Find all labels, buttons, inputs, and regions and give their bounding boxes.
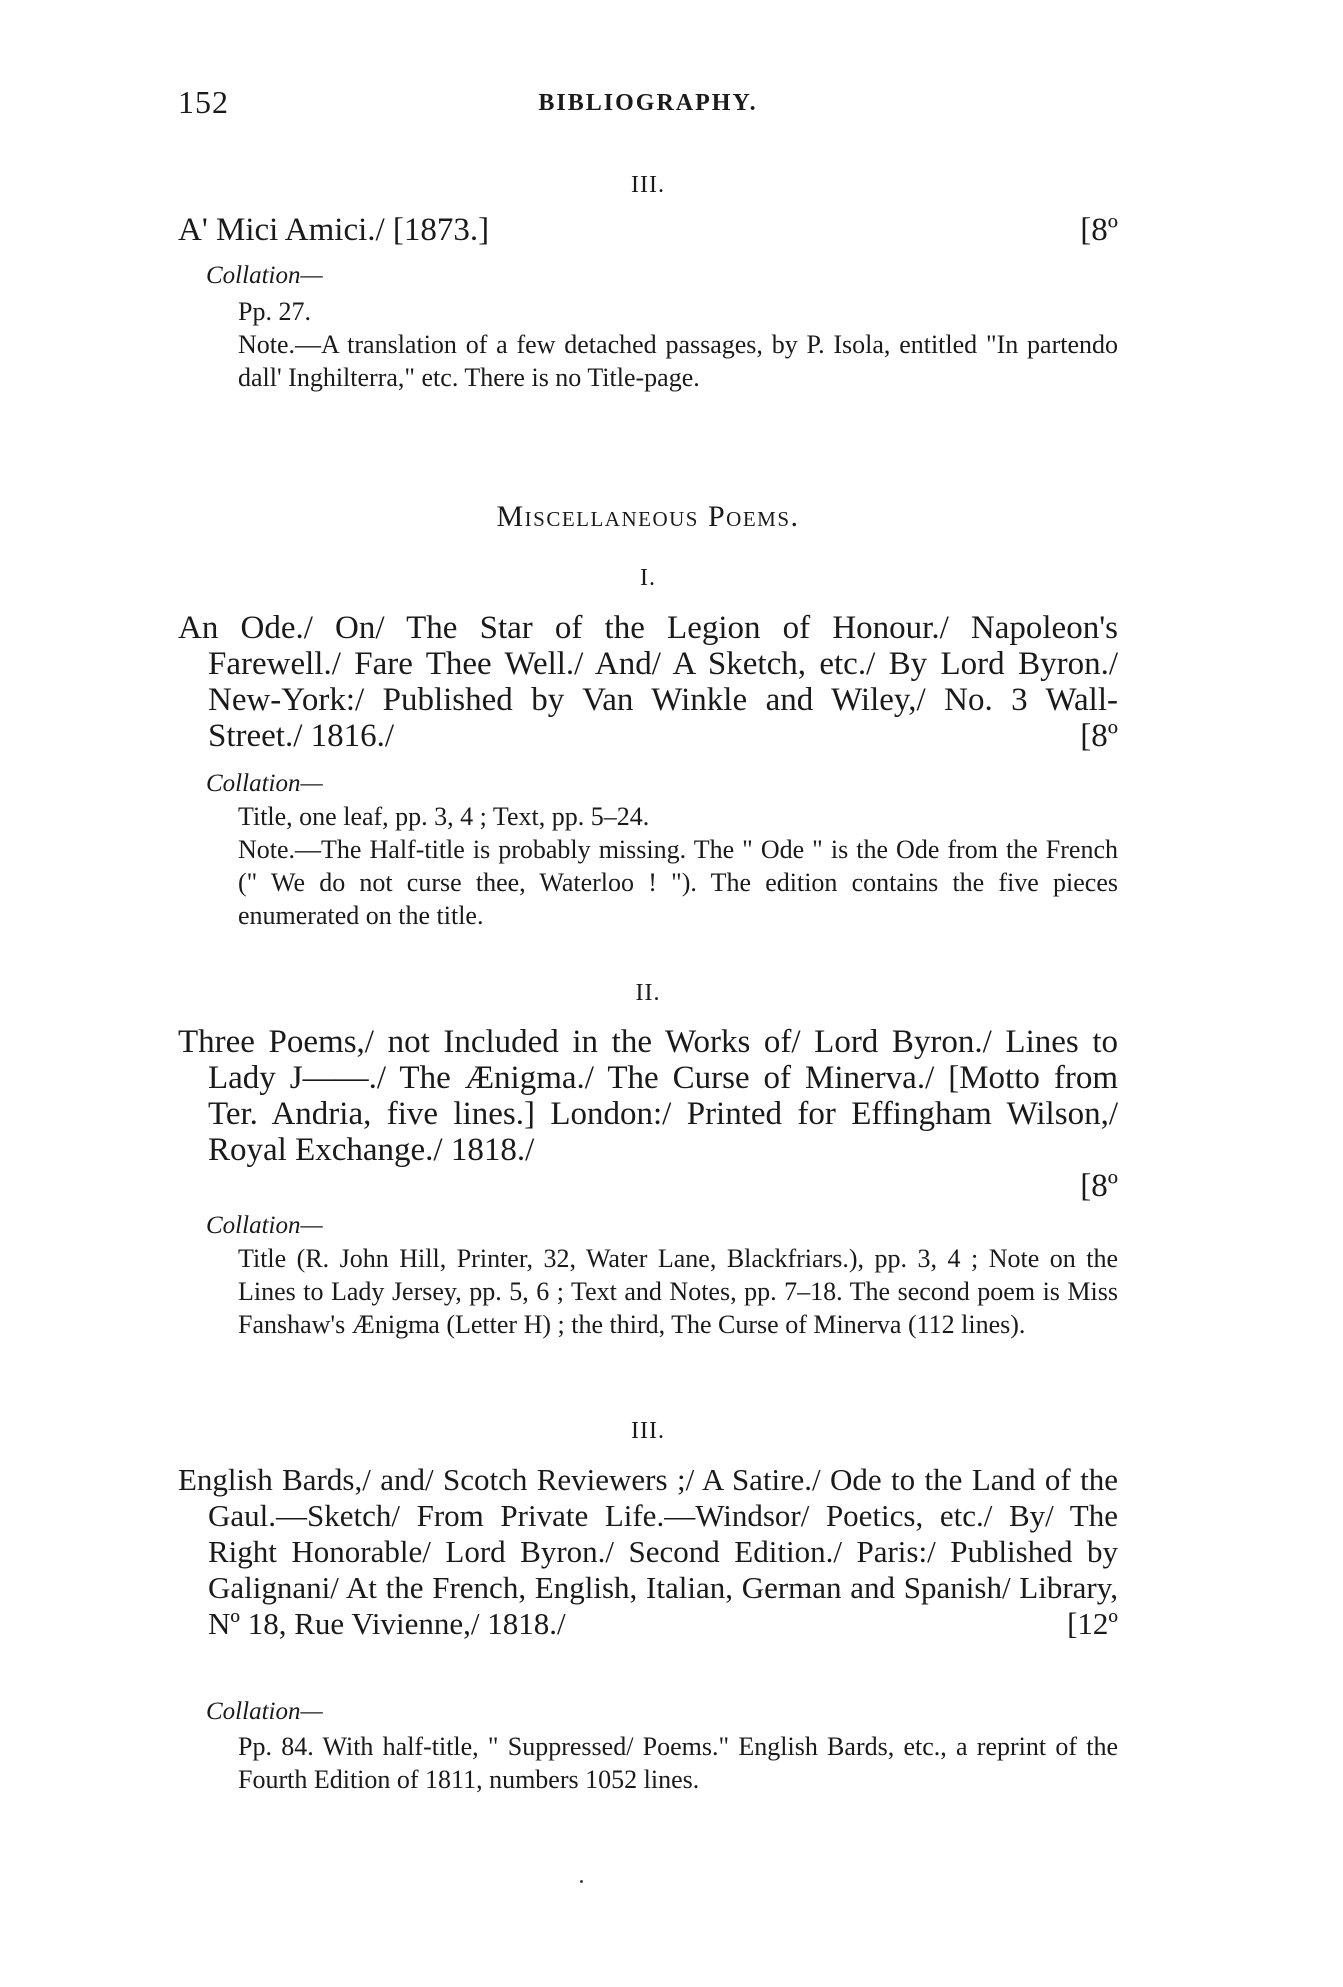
entry-title <box>178 1462 1118 1642</box>
entry-title-text: A' Mici Amici./ [1873.] <box>178 212 490 248</box>
running-title: BIBLIOGRAPHY. <box>538 90 758 116</box>
entry-title <box>178 1024 1118 1204</box>
entry-title-text: English Bards,/ and/ Scotch Reviewers ;/ A Satire./ Ode to the Land of the Gaul.—Sketch/ From Private Life.—Windsor/ Poetics, etc./ By/ The Right Honorable/ Lord Byron./ Second Edition./ Paris:/ Published by Galignani/ At the French, English, Italian, German and Spanish/ Library, Nº 18, Rue Vivienne,/ 1818./ <box>178 1462 1118 1641</box>
entry-numeral: III. <box>631 1418 665 1444</box>
format-mark: [8º <box>1080 718 1118 754</box>
collation-label: Collation— <box>206 1212 323 1239</box>
entry-title <box>178 212 1118 248</box>
collation-body <box>206 800 1118 932</box>
entry-title-text: An Ode./ On/ The Star of the Legion of Honour./ Napoleon's Farewell./ Fare Thee Well./ And/ A Sketch, etc./ By Lord Byron./ New-York:/ Published by Van Winkle and Wiley,/ No. 3 Wall-Street./ 1816./ <box>178 610 1118 754</box>
format-mark: [8º <box>1080 1168 1118 1204</box>
entry-numeral: I. <box>640 565 656 591</box>
collation-label: Collation— <box>206 770 323 797</box>
entry-title <box>178 610 1118 754</box>
collation-pages: Pp. 27. <box>238 297 311 326</box>
collation-body <box>206 295 1118 394</box>
running-head <box>178 84 1118 128</box>
entry-numeral: III. <box>631 172 665 198</box>
format-mark: [8º <box>1080 212 1118 248</box>
collation-text: Pp. 84. With half-title, " Suppressed/ Poems." English Bards, etc., a reprint of the Fourth Edition of 1811, numbers 1052 lines. <box>238 1732 1118 1794</box>
printer-mark <box>580 1880 583 1883</box>
collation-text: Title (R. John Hill, Printer, 32, Water Lane, Blackfriars.), pp. 3, 4 ; Note on the Lines to Lady Jersey, pp. 5, 6 ; Text and Notes, pp. 7–18. The second poem is Miss Fanshaw's Ænigma (Letter H) ; the third, The Curse of Minerva (112 lines). <box>238 1244 1118 1339</box>
format-mark: [12º <box>1067 1606 1118 1641</box>
entry-numeral: II. <box>635 980 661 1006</box>
page-number: 152 <box>178 84 229 120</box>
collation-label: Collation— <box>206 262 323 289</box>
collation-body <box>206 1730 1118 1796</box>
collation-note: Note.—A translation of a few detached passages, by P. Isola, entitled "In partendo dall' Inghilterra," etc. There is no Title-page. <box>238 330 1118 392</box>
collation-note: Note.—The Half-title is probably missing. The " Ode " is the Ode from the French (" We do not curse thee, Waterloo ! "). The edition contains the five pieces enumerated on the title. <box>238 835 1118 930</box>
entry-title-text: Three Poems,/ not Included in the Works of/ Lord Byron./ Lines to Lady J——./ The Ænigma./ The Curse of Minerva./ [Motto from Ter. Andria, five lines.] London:/ Printed for Effingham Wilson,/ Royal Exchange./ 1818./ <box>178 1024 1118 1168</box>
collation-label: Collation— <box>206 1698 323 1725</box>
collation-pages: Title, one leaf, pp. 3, 4 ; Text, pp. 5–24. <box>238 802 650 831</box>
section-heading: Miscellaneous Poems. <box>496 500 800 533</box>
collation-body <box>206 1242 1118 1341</box>
